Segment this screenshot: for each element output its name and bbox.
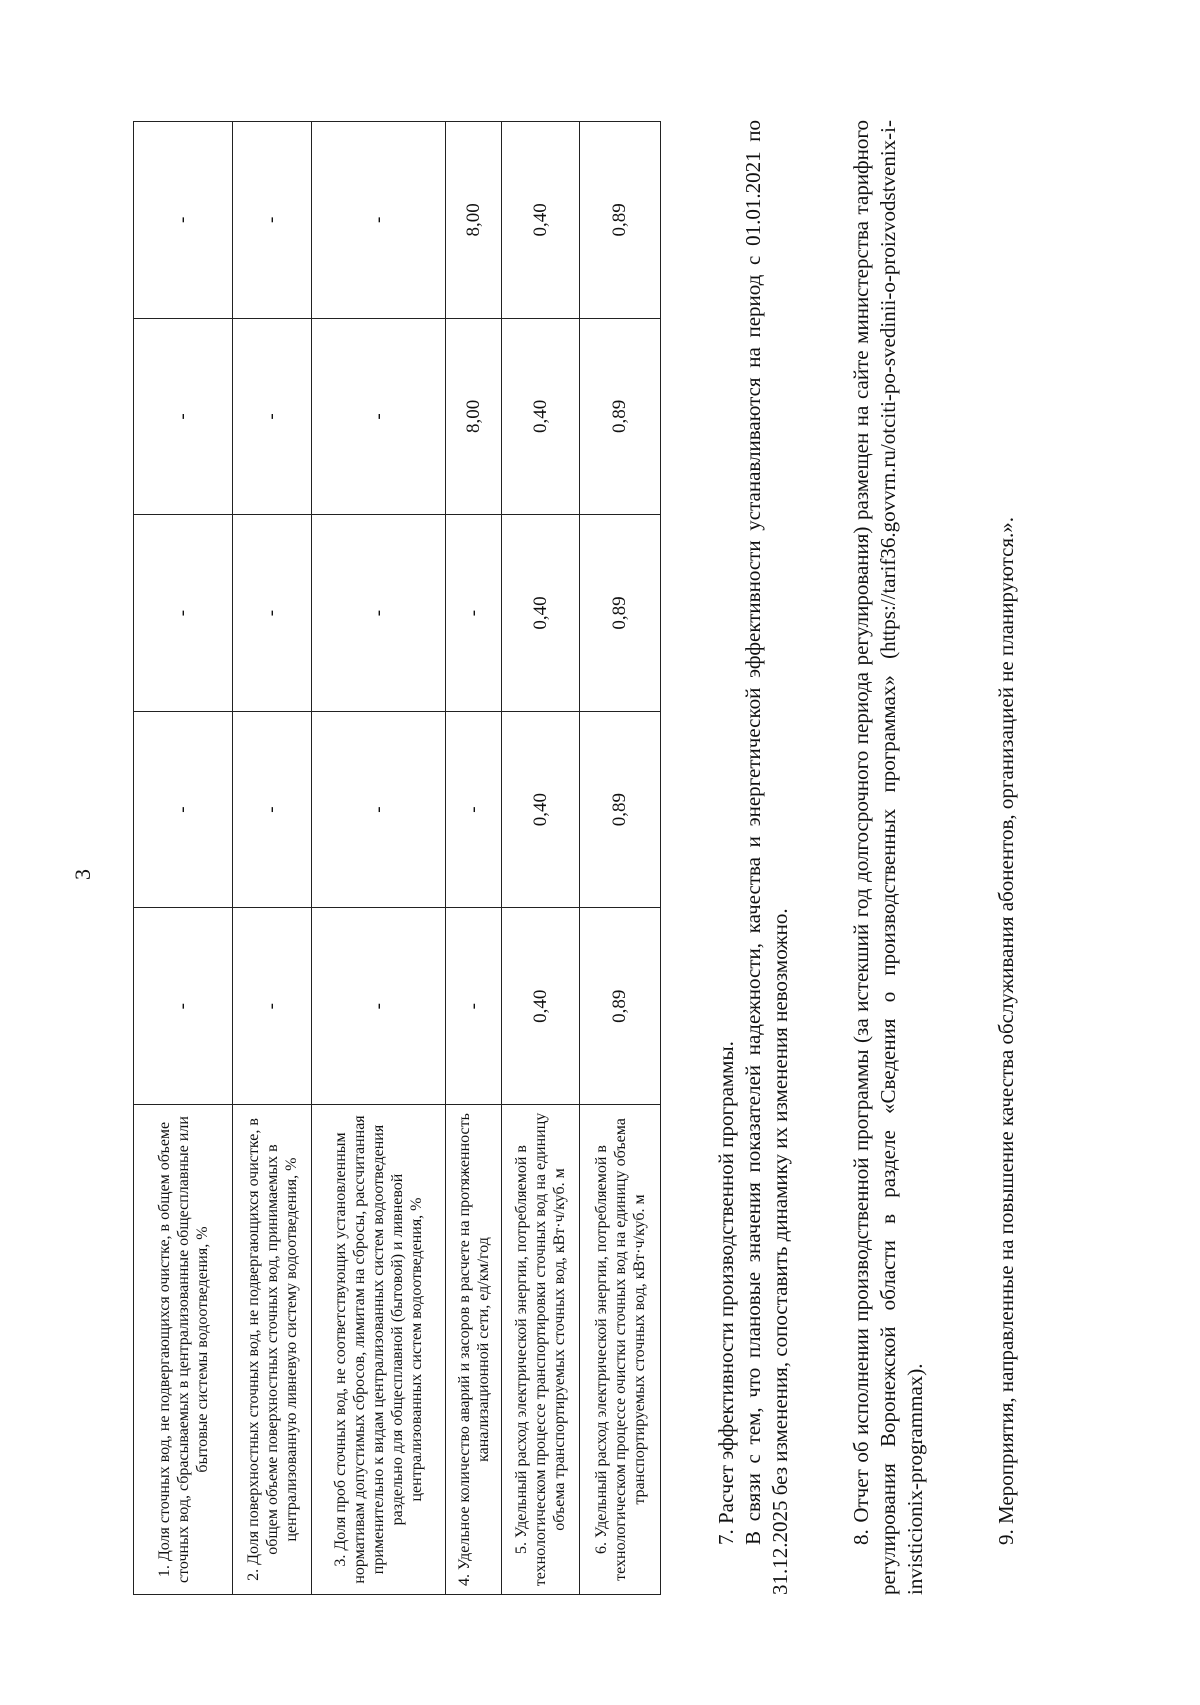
indicator-value: 0,89 (580, 515, 661, 712)
indicator-value: - (312, 515, 446, 712)
indicator-name: 6. Удельный расход электрической энергии, потребляемой в технологическом процессе очистки сточных вод на единицу объема транспортируемых сточных вод, кВт·ч/куб. м (580, 1105, 661, 1595)
indicator-name: 3. Доля проб сточных вод, не соответствующих установленным нормативам допустимых сбросов, лимитам на сбросы, рассчитанная применительно к видам централизованных систем водоотведения раздельно для общесплавной (бытовой) и ливневой централизованных систем водоотведения, % (312, 1105, 446, 1595)
indicator-value: 0,40 (502, 908, 580, 1105)
table-row (134, 122, 233, 1595)
indicator-value: - (312, 908, 446, 1105)
indicator-value: - (312, 122, 446, 319)
section-7-title: 7. Расчет эффективности производственной программы. (714, 1041, 738, 1545)
indicator-name: 4. Удельное количество аварий и засоров в расчете на протяженность канализационной сети, ед/км/год (446, 1105, 502, 1595)
indicator-value: 0,89 (580, 122, 661, 319)
indicator-value: - (134, 908, 233, 1105)
table-row (502, 122, 580, 1595)
indicator-value: - (134, 711, 233, 908)
page-number: 3 (70, 869, 95, 880)
section-7-body: В связи с тем, что плановые значения показателей надежности, качества и энергетической эффективности устанавливаются на период с 01.01.2021 по 31.12.2025 без изменения, сопоставить динамику их изменения невозможно. (741, 120, 792, 1595)
table-row (312, 122, 446, 1595)
indicator-value: - (233, 318, 312, 515)
indicators-table (133, 121, 661, 1595)
indicator-value: - (233, 515, 312, 712)
indicator-value: 0,89 (580, 318, 661, 515)
indicator-value: - (233, 122, 312, 319)
indicator-name: 5. Удельный расход электрической энергии, потребляемой в технологическом процессе транспортировки сточных вод на единицу объема транспортируемых сточных вод, кВт·ч/куб. м (502, 1105, 580, 1595)
indicator-value: - (312, 318, 446, 515)
section-7 (713, 120, 794, 1595)
indicator-value: - (134, 122, 233, 319)
indicator-value: - (233, 711, 312, 908)
indicator-value: 0,40 (502, 515, 580, 712)
section-9-body: 9. Мероприятия, направленные на повышение качества обслуживания абонентов, организацией не планируются.». (994, 516, 1018, 1545)
indicator-value: - (233, 908, 312, 1105)
indicator-value: - (446, 711, 502, 908)
indicator-value: 8,00 (446, 318, 502, 515)
indicator-value: - (446, 908, 502, 1105)
indicator-value: - (134, 515, 233, 712)
indicator-value: 0,40 (502, 711, 580, 908)
indicator-value: 0,89 (580, 908, 661, 1105)
indicator-value: - (312, 711, 446, 908)
indicator-value: 8,00 (446, 122, 502, 319)
table-row (446, 122, 502, 1595)
indicator-name: 2. Доля поверхностных сточных вод, не подвергающихся очистке, в общем объеме поверхностных сточных вод, принимаемых в централизованную ливневую систему водоотведения, % (233, 1105, 312, 1595)
indicator-value: - (446, 515, 502, 712)
indicator-name: 1. Доля сточных вод, не подвергающихся очистке, в общем объеме сточных вод, сбрасываемых в централизованные общесплавные или бытовые системы водоотведения, % (134, 1105, 233, 1595)
indicator-value: 0,40 (502, 318, 580, 515)
indicator-value: 0,89 (580, 711, 661, 908)
section-8-body: 8. Отчет об исполнении производственной программы (за истекший год долгосрочного периода регулирования) размещен на сайте министерства тарифного регулирования Воронежской области в разделе «Сведения о производственных программах» (https://tarif36.govvrn.ru/otciti-po-svedinii-o-proizvodstvenix-i-invisticionix-programmax). (849, 120, 927, 1595)
indicator-value: - (134, 318, 233, 515)
indicator-value: 0,40 (502, 122, 580, 319)
table-row (233, 122, 312, 1595)
table-row (580, 122, 661, 1595)
